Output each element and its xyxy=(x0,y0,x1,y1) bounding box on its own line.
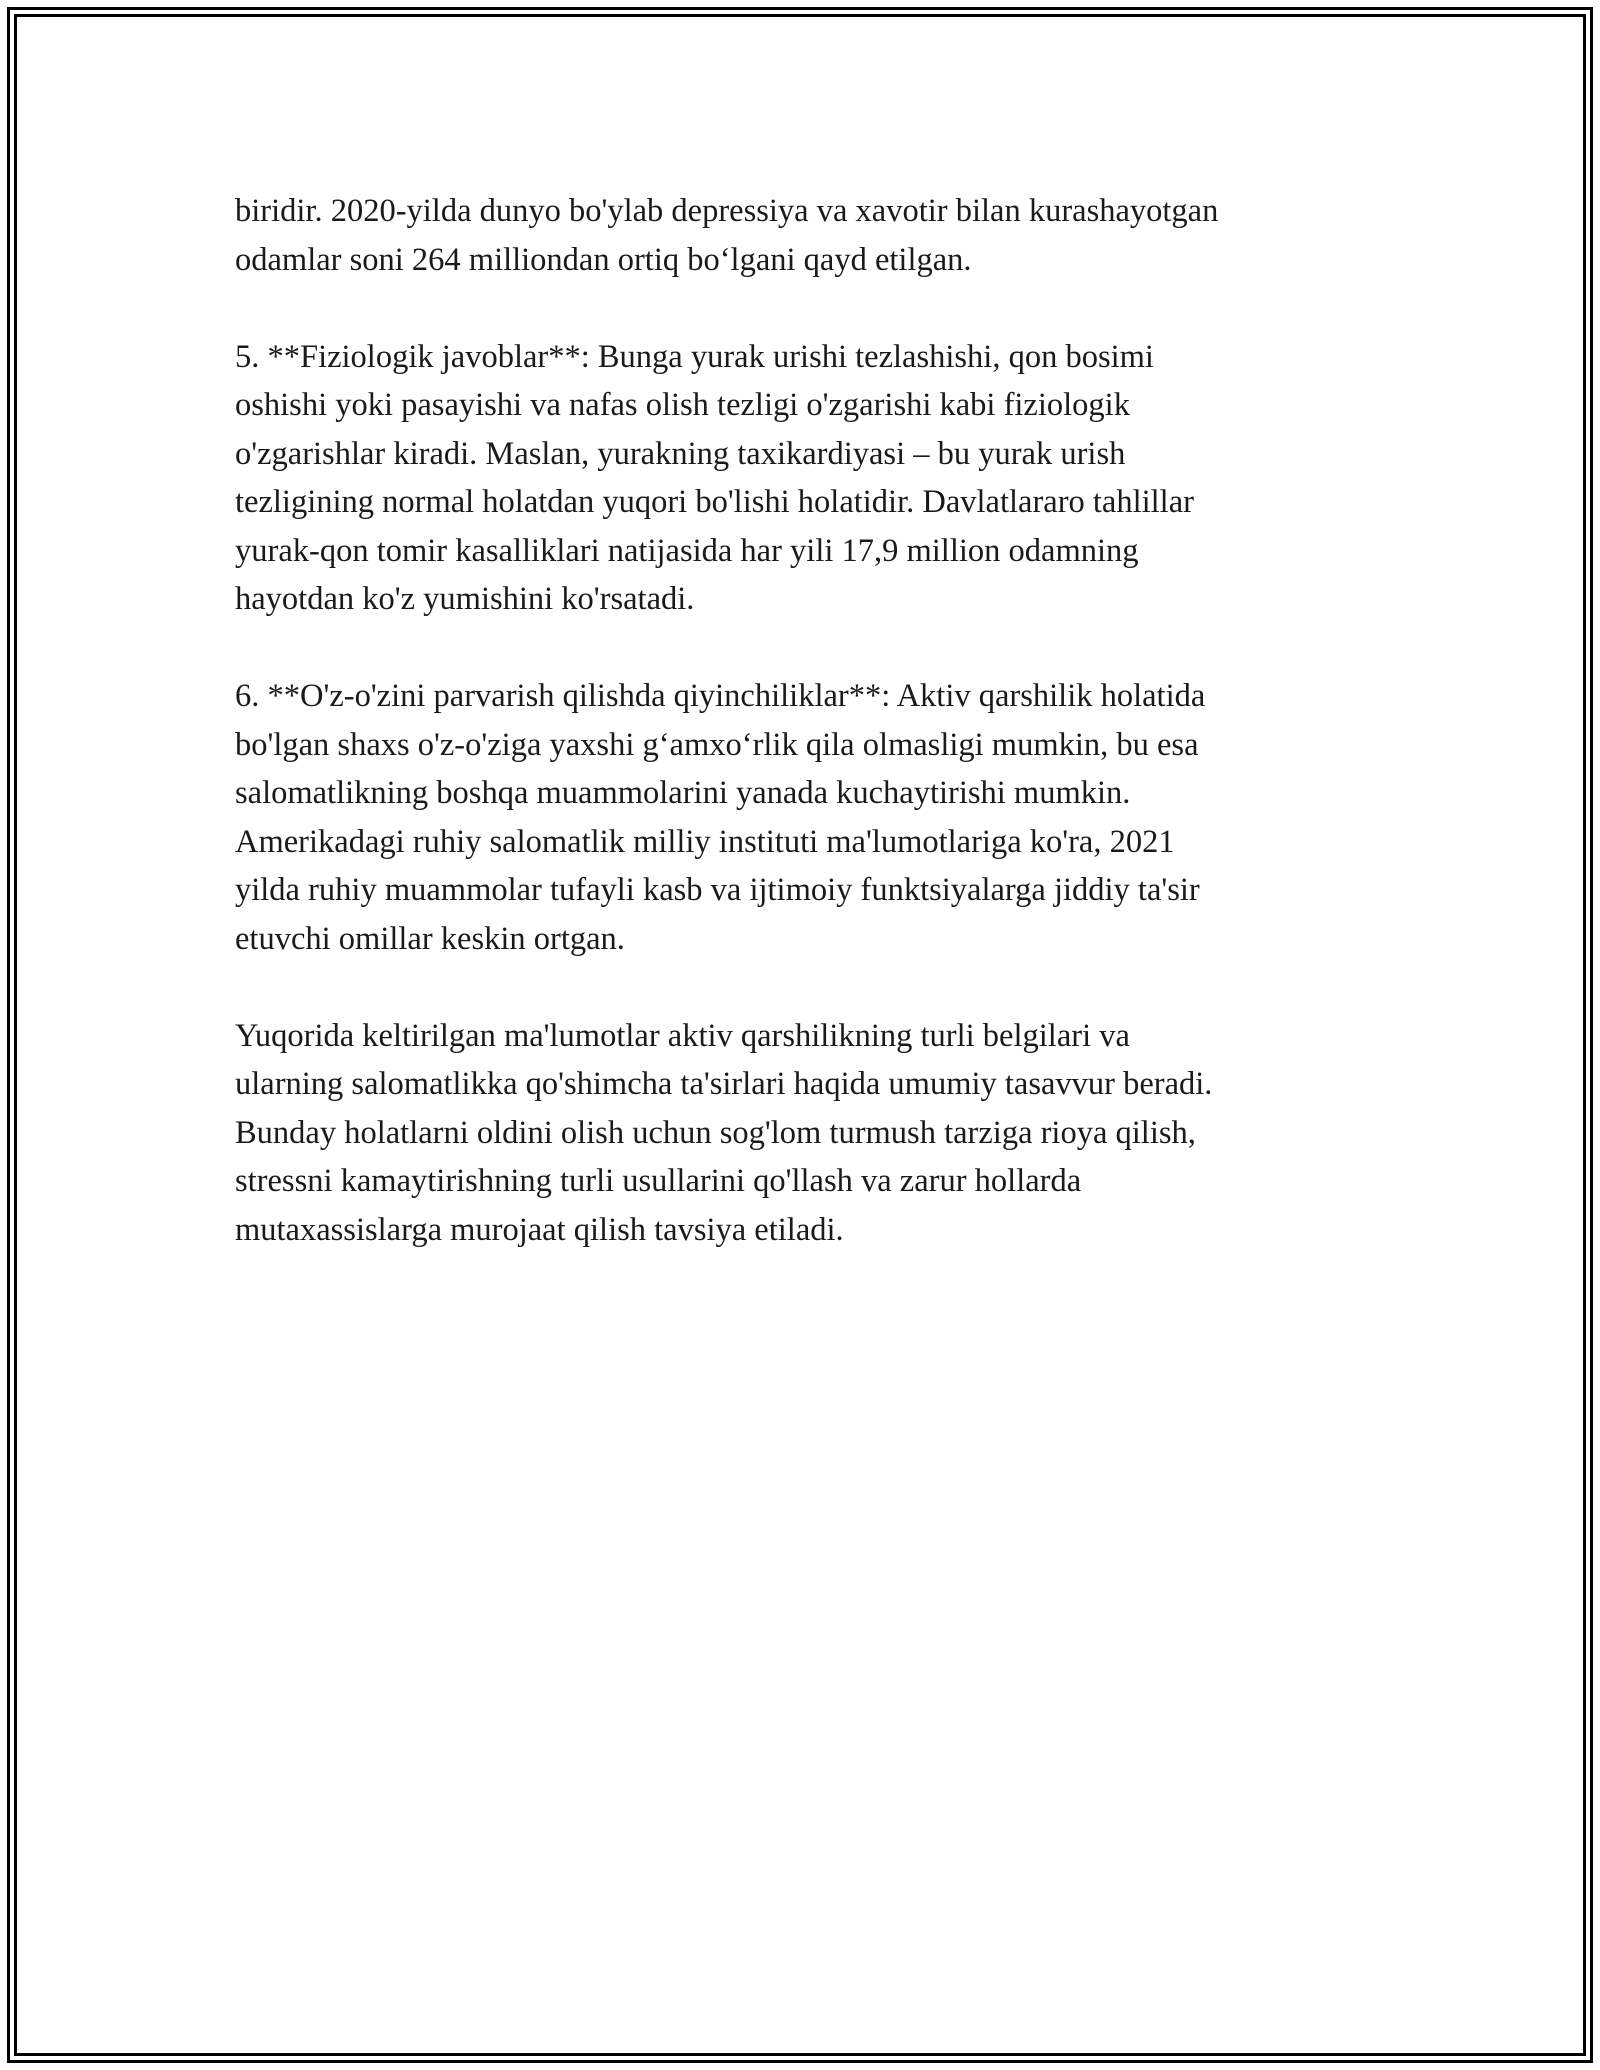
text-line: tezligining normal holatdan yuqori bo'lishi holatidir. Davlatlararo tahlillar xyxy=(235,484,1194,520)
text-line: o'zgarishlar kiradi. Maslan, yurakning taxikardiyasi – bu yurak urish xyxy=(235,435,1126,472)
text-line: bo'lgan shaxs o'z-o'ziga yaxshi g‘amxo‘rlik qila olmasligi mumkin, bu esa xyxy=(235,726,1199,763)
text-line: 5. **Fiziologik javoblar**: Bunga yurak urishi tezlashishi, qon bosimi xyxy=(235,338,1154,375)
text-line: oshishi yoki pasayishi va nafas olish tezligi o'zgarishi kabi fiziologik xyxy=(235,387,1130,423)
document-body xyxy=(235,187,1365,1303)
paragraph-continuation xyxy=(235,187,1365,284)
text-line: 6. **O'z-o'zini parvarish qilishda qiyinchiliklar**: Aktiv qarshilik holatida xyxy=(235,678,1206,714)
text-line: salomatlikning boshqa muammolarini yanada kuchaytirishi mumkin. xyxy=(235,775,1131,811)
text-line: Bunday holatlarni oldini olish uchun sog'lom turmush tarziga rioya qilish, xyxy=(235,1114,1196,1151)
text-line: stressni kamaytirishning turli usullarini qo'llash va zarur hollarda xyxy=(235,1163,1082,1199)
text-line: Amerikadagi ruhiy salomatlik milliy instituti ma'lumotlariga ko'ra, 2021 xyxy=(235,823,1175,860)
text-line: odamlar soni 264 milliondan ortiq bo‘lgani qayd etilgan. xyxy=(235,241,972,278)
text-line: yilda ruhiy muammolar tufayli kasb va ijtimoiy funktsiyalarga jiddiy ta'sir xyxy=(235,872,1200,908)
text-line: etuvchi omillar keskin ortgan. xyxy=(235,920,625,957)
paragraph-item-5 xyxy=(235,333,1365,624)
paragraph-conclusion xyxy=(235,1012,1365,1255)
text-line: biridir. 2020-yilda dunyo bo'ylab depressiya va xavotir bilan kurashayotgan xyxy=(235,193,1219,229)
text-line: hayotdan ko'z yumishini ko'rsatadi. xyxy=(235,581,695,617)
paragraph-item-6 xyxy=(235,672,1365,963)
text-line: Yuqorida keltirilgan ma'lumotlar aktiv qarshilikning turli belgilari va xyxy=(235,1017,1130,1054)
text-line: yurak-qon tomir kasalliklari natijasida har yili 17,9 million odamning xyxy=(235,532,1139,569)
text-line: mutaxassislarga murojaat qilish tavsiya etiladi. xyxy=(235,1211,844,1248)
text-line: ularning salomatlikka qo'shimcha ta'sirlari haqida umumiy tasavvur beradi. xyxy=(235,1066,1213,1102)
